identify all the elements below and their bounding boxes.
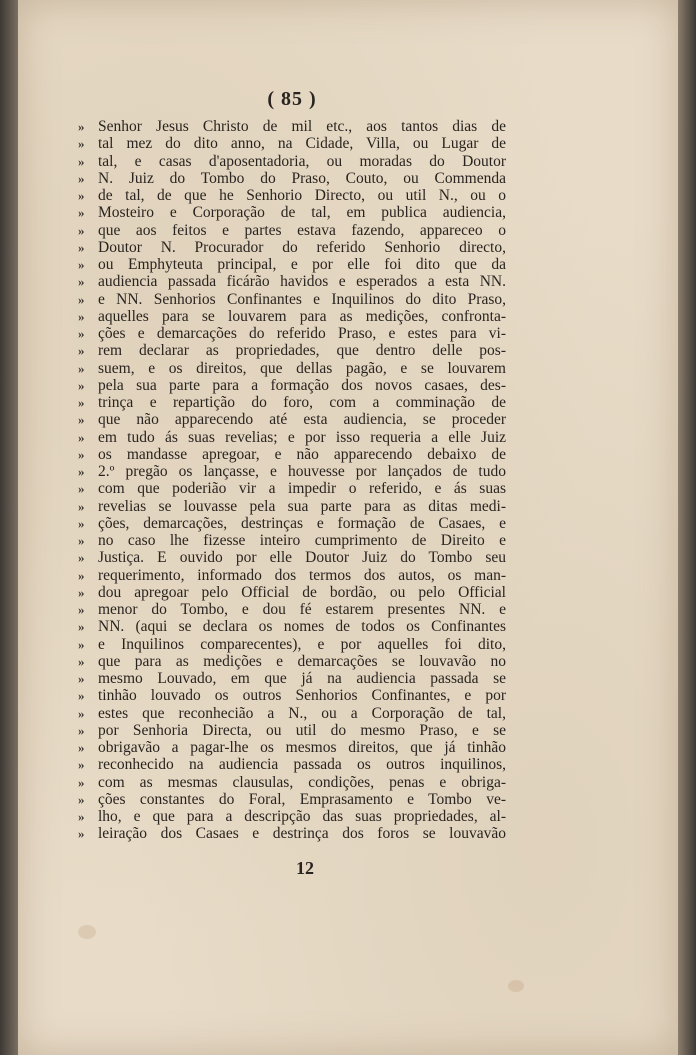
line-text: ou Emphyteuta principal, e por elle foi dito que da xyxy=(98,256,506,273)
quotation-marker: » xyxy=(78,550,85,566)
text-line xyxy=(78,308,506,325)
quotation-marker: » xyxy=(78,688,85,704)
line-text: com que poderião vir a impedir o referido, e ás suas xyxy=(98,480,506,498)
quotation-marker: » xyxy=(78,119,85,134)
text-line xyxy=(78,670,506,687)
quotation-marker: » xyxy=(78,429,85,445)
text-line xyxy=(78,567,506,584)
text-line xyxy=(78,515,506,532)
page-number: ( 85 ) xyxy=(267,88,317,110)
text-line xyxy=(78,429,506,446)
text-line xyxy=(78,756,506,773)
line-text: audiencia passada ficárão havidos e esperados a esta NN. xyxy=(98,273,506,291)
quotation-marker: » xyxy=(78,257,85,272)
text-line xyxy=(78,291,506,308)
quotation-marker: » xyxy=(78,481,85,497)
line-text: e Inquilinos comparecentes), e por aquelles foi dito, xyxy=(98,635,506,653)
text-line xyxy=(78,636,506,653)
quotation-marker: » xyxy=(78,671,85,686)
line-text: ções, demarcações, destrinças e formação de Casaes, e xyxy=(98,514,506,532)
quotation-marker: » xyxy=(78,722,85,738)
line-text: NN. (aqui se declara os nomes de todos os Confinantes xyxy=(98,618,506,636)
text-line xyxy=(78,446,506,463)
line-text: Doutor N. Procurador do referido Senhorio directo, xyxy=(98,238,506,256)
quotation-marker: » xyxy=(78,136,85,152)
line-text: tal mez do dito anno, na Cidade, Villa, ou Lugar de xyxy=(98,135,506,153)
text-line xyxy=(78,377,506,394)
line-text: rem declarar as propriedades, que dentro delle pos- xyxy=(98,342,506,360)
quotation-marker: » xyxy=(78,291,85,307)
text-line xyxy=(78,498,506,515)
line-text: que não apparecendo até esta audiencia, se proceder xyxy=(98,411,506,429)
line-text: menor do Tombo, e dou fé estarem presentes NN. e xyxy=(98,601,506,618)
quotation-marker: » xyxy=(78,636,85,652)
quotation-marker: » xyxy=(78,809,85,824)
text-line xyxy=(78,153,506,170)
quotation-marker: » xyxy=(78,377,85,393)
foxing-stain xyxy=(508,980,524,992)
line-text: ções constantes do Foral, Emprasamento e Tombo ve- xyxy=(98,790,506,808)
line-text: e NN. Senhorios Confinantes e Inquilinos do dito Praso, xyxy=(98,290,506,308)
line-text: revelias se louvasse pela sua parte para as ditas medi- xyxy=(98,497,506,515)
text-line xyxy=(78,135,506,152)
text-line xyxy=(78,325,506,342)
text-line xyxy=(78,739,506,756)
line-text: leiração dos Casaes e destrinça dos foros se louvavão xyxy=(98,825,506,843)
text-line xyxy=(78,411,506,428)
body-text xyxy=(78,118,506,843)
line-text: suem, e os direitos, que dellas pagão, e se louvarem xyxy=(98,359,506,377)
quotation-marker: » xyxy=(78,774,85,790)
line-text: Mosteiro e Corporação de tal, em publica audiencia, xyxy=(98,204,506,222)
line-text: lho, e que para a descripção das suas propriedades, al- xyxy=(98,808,506,825)
quotation-marker: » xyxy=(78,757,85,773)
line-text: que aos feitos e partes estava fazendo, appareceo o xyxy=(98,221,506,239)
quotation-marker: » xyxy=(78,515,85,531)
text-line xyxy=(78,687,506,704)
quotation-marker: » xyxy=(78,791,85,807)
text-line xyxy=(78,204,506,221)
text-line xyxy=(78,549,506,566)
text-line xyxy=(78,774,506,791)
line-text: Senhor Jesus Christo de mil etc., aos tantos dias de xyxy=(98,118,506,135)
line-text: dou apregoar pelo Official de bordão, ou pelo Official xyxy=(98,583,506,601)
quotation-marker: » xyxy=(78,619,85,635)
text-line xyxy=(78,532,506,549)
quotation-marker: » xyxy=(78,533,85,548)
quotation-marker: » xyxy=(78,498,85,514)
quotation-marker: » xyxy=(78,464,85,479)
text-line xyxy=(78,394,506,411)
line-text: estes que reconhecião a N., ou a Corporação de tal, xyxy=(98,704,506,722)
line-text: em tudo ás suas revelias; e por isso requeria a elle Juiz xyxy=(98,428,506,446)
line-text: reconhecido na audiencia passada os outros inquilinos, xyxy=(98,756,506,774)
quotation-marker: » xyxy=(78,188,85,203)
quotation-marker: » xyxy=(78,412,85,428)
line-text: por Senhoria Directa, ou util do mesmo Praso, e se xyxy=(98,721,506,739)
quotation-marker: » xyxy=(78,740,85,755)
text-line xyxy=(78,601,506,618)
text-line xyxy=(78,825,506,842)
text-line xyxy=(78,722,506,739)
text-line xyxy=(78,705,506,722)
line-text: mesmo Louvado, em que já na audiencia passada se xyxy=(98,670,506,687)
page-edge-right xyxy=(678,0,696,1055)
quotation-marker: » xyxy=(78,343,85,359)
line-text: Justiça. E ouvido por elle Doutor Juiz do Tombo seu xyxy=(98,549,506,567)
text-line xyxy=(78,239,506,256)
quotation-marker: » xyxy=(78,705,85,721)
quotation-marker: » xyxy=(78,170,85,186)
quotation-marker: » xyxy=(78,308,85,324)
quotation-marker: » xyxy=(78,395,85,410)
text-line xyxy=(78,791,506,808)
line-text: 2.º pregão os lançasse, e houvesse por lançados de tudo xyxy=(98,463,506,480)
quotation-marker: » xyxy=(78,584,85,600)
text-line xyxy=(78,480,506,497)
text-line xyxy=(78,118,506,135)
line-text: no caso lhe fizesse inteiro cumprimento de Direito e xyxy=(98,532,506,549)
quotation-marker: » xyxy=(78,360,85,376)
text-line xyxy=(78,618,506,635)
line-text: obrigavão a pagar-lhe os mesmos direitos, que já tinhão xyxy=(98,739,506,756)
text-line xyxy=(78,584,506,601)
line-text: com as mesmas clausulas, condições, penas e obriga- xyxy=(98,773,506,791)
signature-mark: 12 xyxy=(296,858,314,878)
line-text: os mandasse apregoar, e não apparecendo debaixo de xyxy=(98,445,506,463)
line-text: aquelles para se louvarem para as medições, confronta- xyxy=(98,307,506,325)
text-line xyxy=(78,170,506,187)
page-edge-left xyxy=(0,0,18,1055)
text-line xyxy=(78,256,506,273)
text-line xyxy=(78,187,506,204)
quotation-marker: » xyxy=(78,602,85,617)
foxing-stain xyxy=(78,925,96,939)
quotation-marker: » xyxy=(78,826,85,842)
text-line xyxy=(78,360,506,377)
quotation-marker: » xyxy=(78,653,85,669)
line-text: trinça e repartição do foro, com a comminação de xyxy=(98,394,506,411)
text-line xyxy=(78,808,506,825)
quotation-marker: » xyxy=(78,205,85,221)
text-line xyxy=(78,653,506,670)
line-text: pela sua parte para a formação dos novos casaes, des- xyxy=(98,376,506,394)
line-text: requerimento, informado dos termos dos autos, os man- xyxy=(98,566,506,584)
text-line xyxy=(78,273,506,290)
quotation-marker: » xyxy=(78,274,85,290)
line-text: de tal, de que he Senhorio Directo, ou util N., ou o xyxy=(98,187,506,204)
quotation-marker: » xyxy=(78,567,85,583)
line-text: N. Juiz do Tombo do Praso, Couto, ou Commenda xyxy=(98,169,506,187)
text-line xyxy=(78,342,506,359)
quotation-marker: » xyxy=(78,446,85,462)
text-line xyxy=(78,463,506,480)
line-text: tal, e casas d'aposentadoria, ou moradas do Doutor xyxy=(98,152,506,170)
line-text: tinhão louvado os outros Senhorios Confinantes, e por xyxy=(98,687,506,705)
quotation-marker: » xyxy=(78,239,85,255)
document-page xyxy=(18,0,678,1055)
quotation-marker: » xyxy=(78,222,85,238)
line-text: que para as medições e demarcações se louvavão no xyxy=(98,652,506,670)
line-text: ções e demarcações do referido Praso, e estes para vi- xyxy=(98,325,506,342)
text-line xyxy=(78,222,506,239)
quotation-marker: » xyxy=(78,326,85,341)
quotation-marker: » xyxy=(78,153,85,169)
